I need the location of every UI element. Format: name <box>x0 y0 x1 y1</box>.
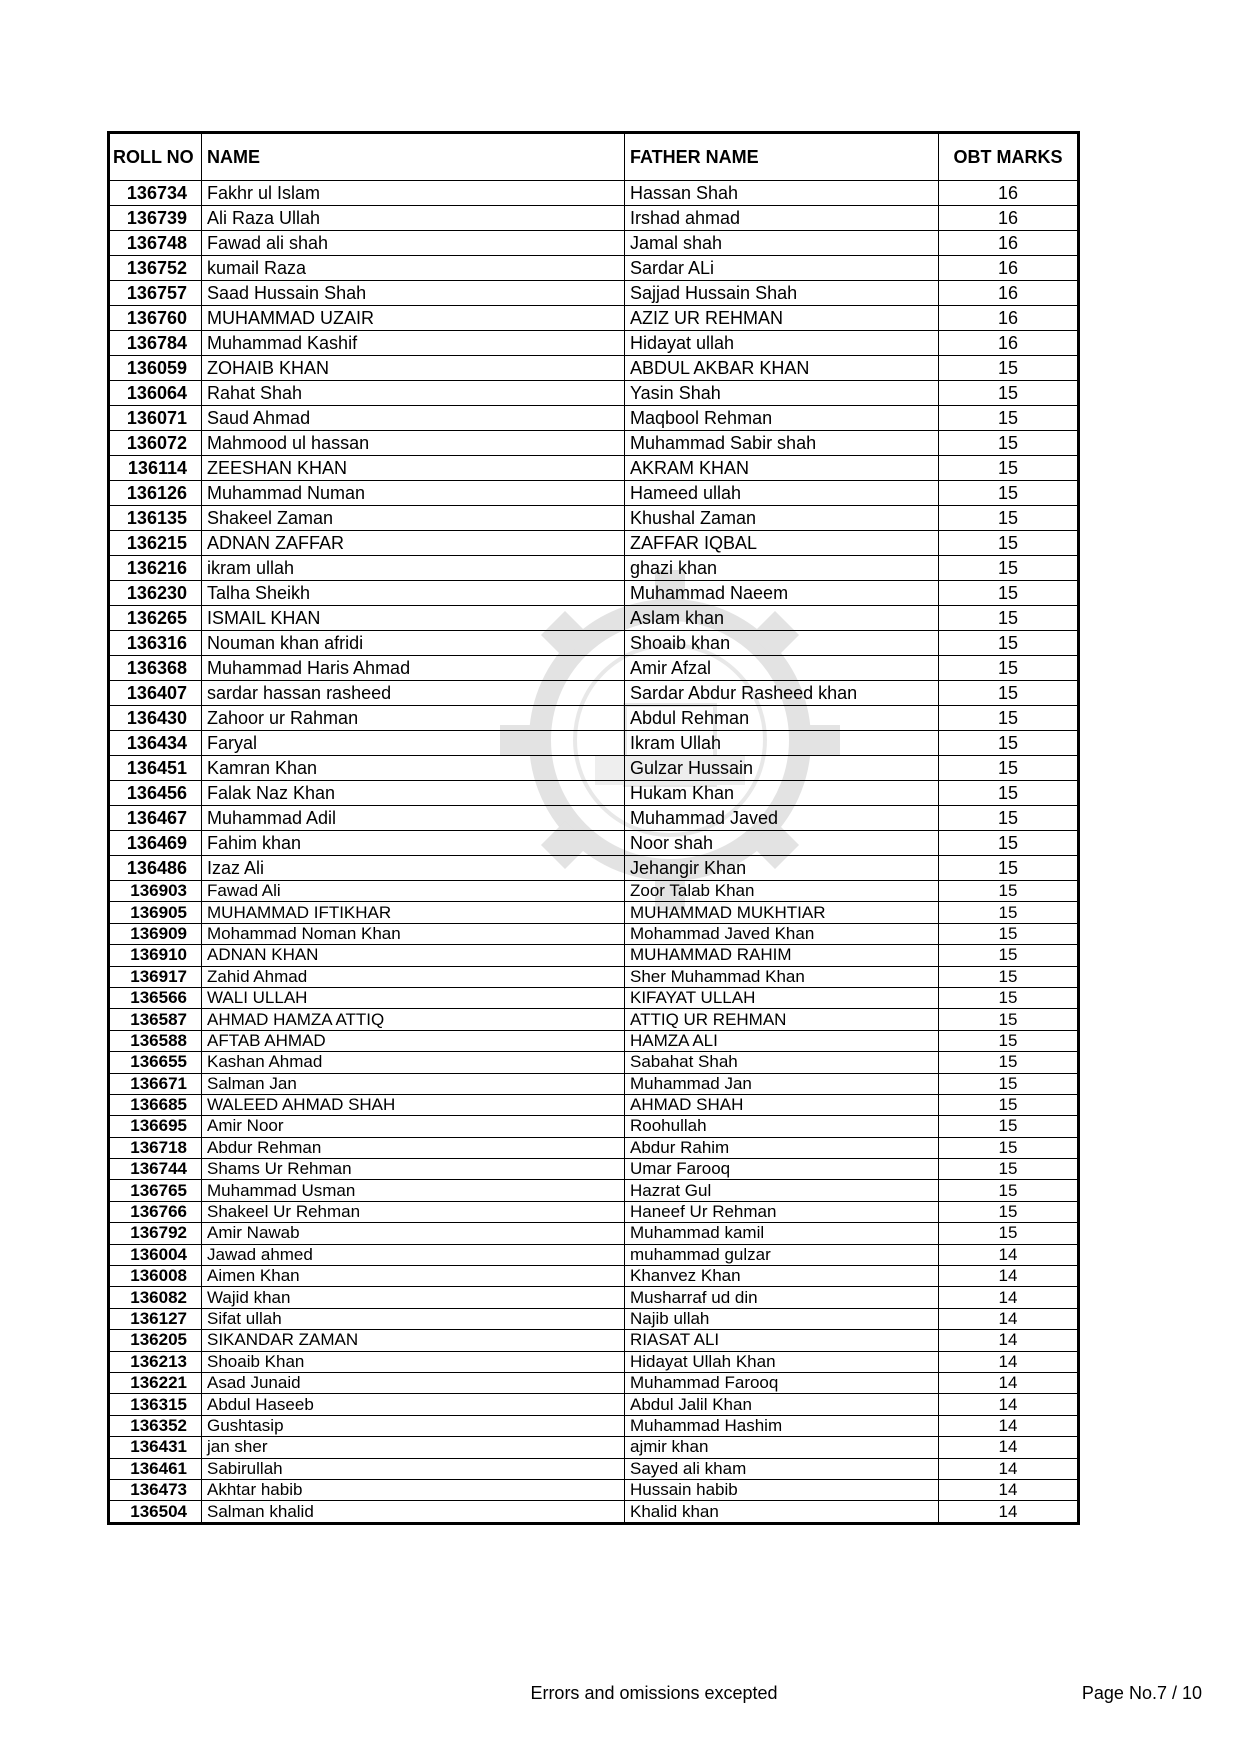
table-row <box>109 606 1079 631</box>
cell-roll-no: 136215 <box>109 531 202 556</box>
cell-obt-marks: 15 <box>939 456 1079 481</box>
cell-father-name: Hazrat Gul <box>625 1180 939 1201</box>
cell-father-name: MUHAMMAD RAHIM <box>625 945 939 966</box>
header-row <box>109 133 1079 181</box>
cell-obt-marks: 14 <box>939 1501 1079 1523</box>
cell-name: Abdul Haseeb <box>202 1394 625 1415</box>
table-row <box>109 456 1079 481</box>
cell-father-name: Musharraf ud din <box>625 1287 939 1308</box>
cell-father-name: Hussain habib <box>625 1479 939 1500</box>
cell-father-name: Sayed ali kham <box>625 1458 939 1479</box>
table-row <box>109 581 1079 606</box>
cell-name: Salman khalid <box>202 1501 625 1523</box>
cell-father-name: Muhammad Javed <box>625 806 939 831</box>
cell-roll-no: 136059 <box>109 356 202 381</box>
cell-father-name: Hameed ullah <box>625 481 939 506</box>
cell-obt-marks: 15 <box>939 923 1079 944</box>
cell-name: kumail Raza <box>202 256 625 281</box>
cell-name: Kamran Khan <box>202 756 625 781</box>
cell-obt-marks: 14 <box>939 1266 1079 1287</box>
table-row <box>109 531 1079 556</box>
table-row <box>109 306 1079 331</box>
table-row <box>109 356 1079 381</box>
table-row <box>109 1415 1079 1436</box>
cell-obt-marks: 16 <box>939 331 1079 356</box>
table-row <box>109 506 1079 531</box>
cell-roll-no: 136910 <box>109 945 202 966</box>
cell-name: Mahmood ul hassan <box>202 431 625 456</box>
cell-father-name: AZIZ UR REHMAN <box>625 306 939 331</box>
table-row <box>109 1223 1079 1244</box>
cell-roll-no: 136744 <box>109 1159 202 1180</box>
cell-obt-marks: 15 <box>939 731 1079 756</box>
cell-roll-no: 136008 <box>109 1266 202 1287</box>
cell-roll-no: 136221 <box>109 1372 202 1393</box>
cell-name: Mohammad Noman Khan <box>202 923 625 944</box>
cell-father-name: Hidayat ullah <box>625 331 939 356</box>
cell-roll-no: 136587 <box>109 1009 202 1030</box>
cell-roll-no: 136064 <box>109 381 202 406</box>
cell-roll-no: 136352 <box>109 1415 202 1436</box>
cell-roll-no: 136588 <box>109 1030 202 1051</box>
cell-name: ZOHAIB KHAN <box>202 356 625 381</box>
cell-name: AFTAB AHMAD <box>202 1030 625 1051</box>
cell-name: Aimen Khan <box>202 1266 625 1287</box>
cell-father-name: Jehangir Khan <box>625 856 939 881</box>
cell-obt-marks: 15 <box>939 987 1079 1008</box>
cell-roll-no: 136461 <box>109 1458 202 1479</box>
table-row <box>109 881 1079 902</box>
cell-father-name: Haneef Ur Rehman <box>625 1201 939 1222</box>
table-row <box>109 856 1079 881</box>
cell-father-name: Hassan Shah <box>625 181 939 206</box>
cell-father-name: Abdul Rehman <box>625 706 939 731</box>
table-row <box>109 1116 1079 1137</box>
cell-roll-no: 136748 <box>109 231 202 256</box>
cell-roll-no: 136718 <box>109 1137 202 1158</box>
table-row <box>109 1437 1079 1458</box>
cell-obt-marks: 15 <box>939 356 1079 381</box>
cell-father-name: Sajjad Hussain Shah <box>625 281 939 306</box>
cell-roll-no: 136685 <box>109 1094 202 1115</box>
table-row <box>109 1009 1079 1030</box>
table-row <box>109 181 1079 206</box>
cell-father-name: Muhammad Sabir shah <box>625 431 939 456</box>
cell-obt-marks: 16 <box>939 256 1079 281</box>
cell-father-name: Muhammad Jan <box>625 1073 939 1094</box>
cell-obt-marks: 15 <box>939 966 1079 987</box>
cell-obt-marks: 15 <box>939 1052 1079 1073</box>
cell-roll-no: 136467 <box>109 806 202 831</box>
cell-father-name: Hidayat Ullah Khan <box>625 1351 939 1372</box>
cell-name: WALI ULLAH <box>202 987 625 1008</box>
cell-name: Ali Raza Ullah <box>202 206 625 231</box>
cell-roll-no: 136473 <box>109 1479 202 1500</box>
cell-roll-no: 136456 <box>109 781 202 806</box>
cell-name: Rahat Shah <box>202 381 625 406</box>
cell-name: Wajid khan <box>202 1287 625 1308</box>
cell-father-name: Sabahat Shah <box>625 1052 939 1073</box>
cell-roll-no: 136082 <box>109 1287 202 1308</box>
cell-obt-marks: 14 <box>939 1437 1079 1458</box>
cell-father-name: ZAFFAR IQBAL <box>625 531 939 556</box>
cell-father-name: Mohammad Javed Khan <box>625 923 939 944</box>
cell-roll-no: 136126 <box>109 481 202 506</box>
table-row <box>109 1351 1079 1372</box>
cell-obt-marks: 15 <box>939 945 1079 966</box>
cell-name: Shakeel Zaman <box>202 506 625 531</box>
table-row <box>109 1287 1079 1308</box>
cell-obt-marks: 15 <box>939 656 1079 681</box>
cell-name: Amir Noor <box>202 1116 625 1137</box>
cell-father-name: Maqbool Rehman <box>625 406 939 431</box>
cell-name: Shoaib Khan <box>202 1351 625 1372</box>
cell-obt-marks: 14 <box>939 1372 1079 1393</box>
cell-father-name: Amir Afzal <box>625 656 939 681</box>
cell-obt-marks: 14 <box>939 1479 1079 1500</box>
cell-father-name: MUHAMMAD MUKHTIAR <box>625 902 939 923</box>
cell-name: MUHAMMAD UZAIR <box>202 306 625 331</box>
cell-roll-no: 136752 <box>109 256 202 281</box>
cell-obt-marks: 15 <box>939 781 1079 806</box>
table-row <box>109 431 1079 456</box>
cell-obt-marks: 15 <box>939 1030 1079 1051</box>
table-row <box>109 681 1079 706</box>
table-row <box>109 731 1079 756</box>
table-row <box>109 1266 1079 1287</box>
table-row <box>109 781 1079 806</box>
cell-father-name: HAMZA ALI <box>625 1030 939 1051</box>
table-row <box>109 656 1079 681</box>
cell-name: Zahoor ur Rahman <box>202 706 625 731</box>
cell-obt-marks: 15 <box>939 556 1079 581</box>
cell-obt-marks: 15 <box>939 1201 1079 1222</box>
cell-father-name: Muhammad Hashim <box>625 1415 939 1436</box>
cell-obt-marks: 15 <box>939 902 1079 923</box>
table-row <box>109 706 1079 731</box>
table-row <box>109 1201 1079 1222</box>
cell-father-name: RIASAT ALI <box>625 1330 939 1351</box>
table-row <box>109 1180 1079 1201</box>
cell-name: Asad Junaid <box>202 1372 625 1393</box>
table-row <box>109 966 1079 987</box>
cell-roll-no: 136784 <box>109 331 202 356</box>
cell-name: Jawad ahmed <box>202 1244 625 1265</box>
cell-obt-marks: 14 <box>939 1415 1079 1436</box>
cell-obt-marks: 14 <box>939 1351 1079 1372</box>
cell-father-name: Gulzar Hussain <box>625 756 939 781</box>
cell-name: AHMAD HAMZA ATTIQ <box>202 1009 625 1030</box>
cell-name: Kashan Ahmad <box>202 1052 625 1073</box>
table-row <box>109 281 1079 306</box>
cell-name: ISMAIL KHAN <box>202 606 625 631</box>
cell-roll-no: 136004 <box>109 1244 202 1265</box>
cell-roll-no: 136695 <box>109 1116 202 1137</box>
table-row <box>109 1330 1079 1351</box>
cell-obt-marks: 14 <box>939 1244 1079 1265</box>
cell-obt-marks: 15 <box>939 406 1079 431</box>
cell-obt-marks: 14 <box>939 1287 1079 1308</box>
cell-father-name: Abdur Rahim <box>625 1137 939 1158</box>
cell-name: ADNAN ZAFFAR <box>202 531 625 556</box>
cell-father-name: ABDUL AKBAR KHAN <box>625 356 939 381</box>
cell-roll-no: 136739 <box>109 206 202 231</box>
cell-name: Akhtar habib <box>202 1479 625 1500</box>
page-number: Page No.7 / 10 <box>1081 1683 1202 1703</box>
footer-note: Errors and omissions excepted <box>530 1683 778 1703</box>
cell-obt-marks: 16 <box>939 306 1079 331</box>
cell-roll-no: 136434 <box>109 731 202 756</box>
table-row <box>109 1501 1079 1523</box>
cell-name: Talha Sheikh <box>202 581 625 606</box>
cell-father-name: ghazi khan <box>625 556 939 581</box>
table-row <box>109 331 1079 356</box>
cell-name: Sifat ullah <box>202 1308 625 1329</box>
cell-obt-marks: 15 <box>939 506 1079 531</box>
cell-obt-marks: 15 <box>939 531 1079 556</box>
cell-father-name: Zoor Talab Khan <box>625 881 939 902</box>
cell-name: Saud Ahmad <box>202 406 625 431</box>
cell-obt-marks: 16 <box>939 181 1079 206</box>
cell-obt-marks: 14 <box>939 1458 1079 1479</box>
cell-roll-no: 136072 <box>109 431 202 456</box>
table-row <box>109 206 1079 231</box>
table-body <box>109 181 1079 1524</box>
cell-obt-marks: 15 <box>939 806 1079 831</box>
cell-obt-marks: 15 <box>939 1223 1079 1244</box>
cell-roll-no: 136671 <box>109 1073 202 1094</box>
cell-name: Nouman khan afridi <box>202 631 625 656</box>
cell-roll-no: 136316 <box>109 631 202 656</box>
table-row <box>109 406 1079 431</box>
cell-name: Fahim khan <box>202 831 625 856</box>
cell-obt-marks: 16 <box>939 231 1079 256</box>
cell-name: Muhammad Numan <box>202 481 625 506</box>
cell-father-name: Ikram Ullah <box>625 731 939 756</box>
cell-father-name: Muhammad Farooq <box>625 1372 939 1393</box>
cell-father-name: Sardar ALi <box>625 256 939 281</box>
cell-roll-no: 136469 <box>109 831 202 856</box>
cell-obt-marks: 15 <box>939 381 1079 406</box>
cell-roll-no: 136431 <box>109 1437 202 1458</box>
cell-obt-marks: 16 <box>939 281 1079 306</box>
cell-name: ZEESHAN KHAN <box>202 456 625 481</box>
cell-obt-marks: 15 <box>939 1073 1079 1094</box>
cell-roll-no: 136504 <box>109 1501 202 1523</box>
table-row <box>109 556 1079 581</box>
cell-obt-marks: 15 <box>939 681 1079 706</box>
cell-roll-no: 136430 <box>109 706 202 731</box>
cell-name: Shams Ur Rehman <box>202 1159 625 1180</box>
cell-roll-no: 136766 <box>109 1201 202 1222</box>
cell-name: Falak Naz Khan <box>202 781 625 806</box>
table-row <box>109 481 1079 506</box>
table-row <box>109 902 1079 923</box>
cell-obt-marks: 15 <box>939 631 1079 656</box>
cell-father-name: Roohullah <box>625 1116 939 1137</box>
cell-roll-no: 136760 <box>109 306 202 331</box>
cell-name: Muhammad Haris Ahmad <box>202 656 625 681</box>
cell-roll-no: 136127 <box>109 1308 202 1329</box>
table-row <box>109 1308 1079 1329</box>
cell-name: ADNAN KHAN <box>202 945 625 966</box>
cell-roll-no: 136230 <box>109 581 202 606</box>
cell-roll-no: 136205 <box>109 1330 202 1351</box>
table-row <box>109 1458 1079 1479</box>
cell-roll-no: 136757 <box>109 281 202 306</box>
table-row <box>109 1073 1079 1094</box>
cell-father-name: Umar Farooq <box>625 1159 939 1180</box>
results-table <box>107 131 1080 1525</box>
cell-name: Zahid Ahmad <box>202 966 625 987</box>
table-row <box>109 1094 1079 1115</box>
table-row <box>109 756 1079 781</box>
cell-father-name: Khanvez Khan <box>625 1266 939 1287</box>
cell-roll-no: 136566 <box>109 987 202 1008</box>
cell-roll-no: 136114 <box>109 456 202 481</box>
cell-obt-marks: 15 <box>939 1009 1079 1030</box>
table-row <box>109 1030 1079 1051</box>
table-row <box>109 231 1079 256</box>
cell-father-name: ATTIQ UR REHMAN <box>625 1009 939 1030</box>
cell-obt-marks: 15 <box>939 706 1079 731</box>
cell-roll-no: 136903 <box>109 881 202 902</box>
table-row <box>109 945 1079 966</box>
cell-obt-marks: 15 <box>939 1180 1079 1201</box>
cell-father-name: Abdul Jalil Khan <box>625 1394 939 1415</box>
cell-father-name: Khalid khan <box>625 1501 939 1523</box>
cell-name: Salman Jan <box>202 1073 625 1094</box>
cell-father-name: AHMAD SHAH <box>625 1094 939 1115</box>
cell-father-name: KIFAYAT ULLAH <box>625 987 939 1008</box>
cell-name: Faryal <box>202 731 625 756</box>
cell-name: Saad Hussain Shah <box>202 281 625 306</box>
cell-name: Muhammad Kashif <box>202 331 625 356</box>
cell-name: Muhammad Usman <box>202 1180 625 1201</box>
cell-roll-no: 136213 <box>109 1351 202 1372</box>
cell-roll-no: 136071 <box>109 406 202 431</box>
cell-father-name: Jamal shah <box>625 231 939 256</box>
cell-father-name: Muhammad Naeem <box>625 581 939 606</box>
cell-name: Fawad Ali <box>202 881 625 902</box>
table-row <box>109 1244 1079 1265</box>
table-row <box>109 923 1079 944</box>
cell-obt-marks: 15 <box>939 831 1079 856</box>
cell-obt-marks: 14 <box>939 1394 1079 1415</box>
cell-father-name: AKRAM KHAN <box>625 456 939 481</box>
table-row <box>109 1137 1079 1158</box>
cell-obt-marks: 15 <box>939 1094 1079 1115</box>
cell-father-name: Irshad ahmad <box>625 206 939 231</box>
cell-obt-marks: 15 <box>939 1116 1079 1137</box>
cell-name: Fawad ali shah <box>202 231 625 256</box>
table-row <box>109 1394 1079 1415</box>
cell-father-name: Yasin Shah <box>625 381 939 406</box>
cell-roll-no: 136451 <box>109 756 202 781</box>
cell-name: Amir Nawab <box>202 1223 625 1244</box>
cell-name: Gushtasip <box>202 1415 625 1436</box>
cell-father-name: Aslam khan <box>625 606 939 631</box>
cell-obt-marks: 15 <box>939 1137 1079 1158</box>
cell-father-name: Sher Muhammad Khan <box>625 966 939 987</box>
cell-name: Muhammad Adil <box>202 806 625 831</box>
cell-obt-marks: 14 <box>939 1308 1079 1329</box>
cell-name: WALEED AHMAD SHAH <box>202 1094 625 1115</box>
cell-obt-marks: 15 <box>939 856 1079 881</box>
table-row <box>109 256 1079 281</box>
cell-name: jan sher <box>202 1437 625 1458</box>
table-row <box>109 381 1079 406</box>
table-row <box>109 1159 1079 1180</box>
table-row <box>109 806 1079 831</box>
cell-roll-no: 136909 <box>109 923 202 944</box>
cell-obt-marks: 14 <box>939 1330 1079 1351</box>
cell-name: ikram ullah <box>202 556 625 581</box>
cell-roll-no: 136265 <box>109 606 202 631</box>
cell-roll-no: 136368 <box>109 656 202 681</box>
table-row <box>109 1479 1079 1500</box>
header-name: NAME <box>202 133 625 181</box>
cell-father-name: muhammad gulzar <box>625 1244 939 1265</box>
cell-roll-no: 136135 <box>109 506 202 531</box>
cell-roll-no: 136216 <box>109 556 202 581</box>
table-row <box>109 987 1079 1008</box>
cell-father-name: Khushal Zaman <box>625 506 939 531</box>
cell-father-name: ajmir khan <box>625 1437 939 1458</box>
cell-roll-no: 136734 <box>109 181 202 206</box>
table-row <box>109 1372 1079 1393</box>
cell-roll-no: 136655 <box>109 1052 202 1073</box>
cell-roll-no: 136792 <box>109 1223 202 1244</box>
cell-obt-marks: 15 <box>939 881 1079 902</box>
cell-roll-no: 136905 <box>109 902 202 923</box>
cell-roll-no: 136407 <box>109 681 202 706</box>
cell-father-name: Muhammad kamil <box>625 1223 939 1244</box>
cell-obt-marks: 15 <box>939 606 1079 631</box>
cell-obt-marks: 15 <box>939 1159 1079 1180</box>
cell-name: Shakeel Ur Rehman <box>202 1201 625 1222</box>
cell-roll-no: 136765 <box>109 1180 202 1201</box>
cell-name: sardar hassan rasheed <box>202 681 625 706</box>
table-row <box>109 631 1079 656</box>
cell-name: Fakhr ul Islam <box>202 181 625 206</box>
table-row <box>109 1052 1079 1073</box>
cell-roll-no: 136917 <box>109 966 202 987</box>
cell-name: Sabirullah <box>202 1458 625 1479</box>
cell-roll-no: 136486 <box>109 856 202 881</box>
cell-obt-marks: 16 <box>939 206 1079 231</box>
cell-name: SIKANDAR ZAMAN <box>202 1330 625 1351</box>
cell-father-name: Hukam Khan <box>625 781 939 806</box>
cell-name: Abdur Rehman <box>202 1137 625 1158</box>
cell-name: MUHAMMAD IFTIKHAR <box>202 902 625 923</box>
cell-obt-marks: 15 <box>939 431 1079 456</box>
cell-name: Izaz Ali <box>202 856 625 881</box>
header-roll-no: ROLL NO <box>109 133 202 181</box>
cell-father-name: Shoaib khan <box>625 631 939 656</box>
header-obt-marks: OBT MARKS <box>939 133 1079 181</box>
table-row <box>109 831 1079 856</box>
cell-obt-marks: 15 <box>939 481 1079 506</box>
cell-obt-marks: 15 <box>939 581 1079 606</box>
cell-father-name: Sardar Abdur Rasheed khan <box>625 681 939 706</box>
header-father-name: FATHER NAME <box>625 133 939 181</box>
cell-roll-no: 136315 <box>109 1394 202 1415</box>
cell-father-name: Noor shah <box>625 831 939 856</box>
cell-father-name: Najib ullah <box>625 1308 939 1329</box>
cell-obt-marks: 15 <box>939 756 1079 781</box>
